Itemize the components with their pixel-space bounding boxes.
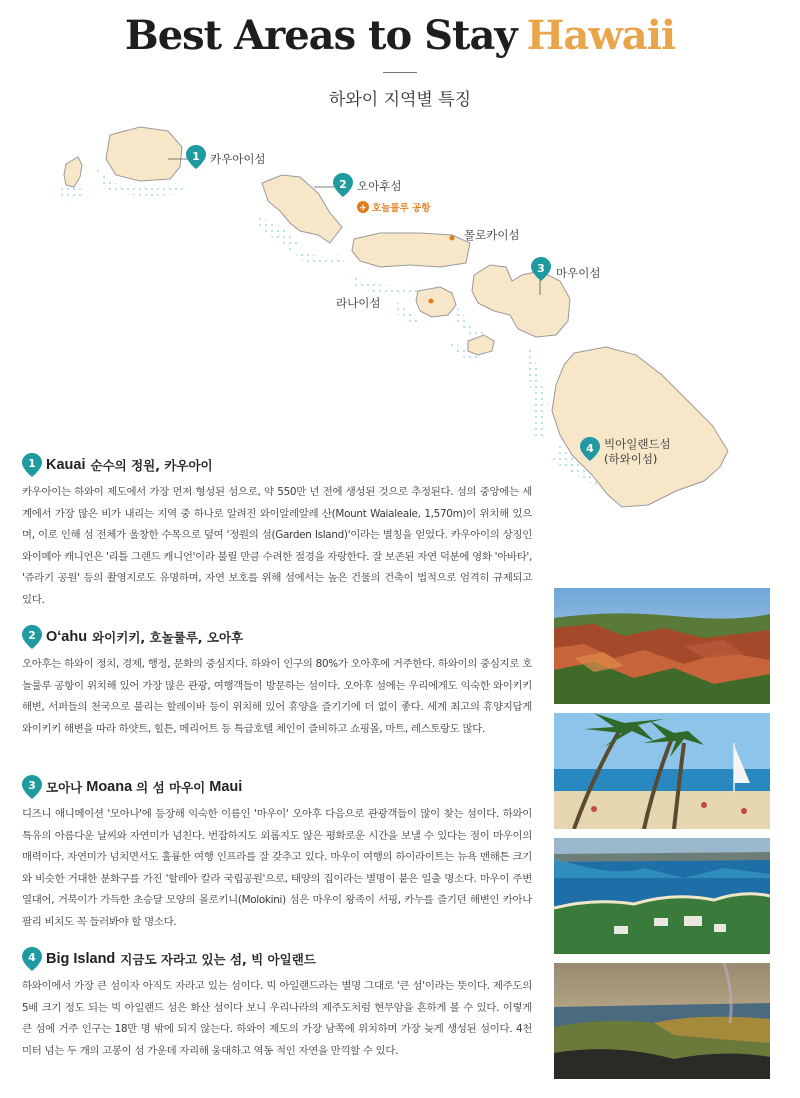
section-name: Oʻahu (46, 629, 88, 645)
section-heading (22, 774, 532, 800)
photo-waimea-canyon (554, 588, 770, 704)
niihau-island (64, 157, 82, 187)
page-subtitle: 하와이 지역별 특징 (328, 90, 472, 110)
section-subtitle: 와이키키, 호놀룰루, 오아후 (92, 630, 244, 645)
photo-big-island-coast (554, 963, 770, 1079)
svg-text:2: 2 (28, 629, 36, 642)
section-name: Big Island (46, 951, 116, 967)
section-subtitle: 의 섬 마우이 (136, 780, 206, 795)
page-title (0, 8, 800, 64)
svg-text:3: 3 (28, 779, 36, 792)
photo-maui-coast (554, 838, 770, 954)
title-main: Best Areas to Stay (124, 12, 517, 59)
section-kauai (22, 452, 532, 611)
svg-text:1: 1 (192, 150, 200, 163)
map-label-big-island: 빅아일랜드섬 (604, 437, 671, 451)
section-heading (22, 452, 532, 478)
section-name-prefix: 모아나 (46, 780, 83, 795)
section-subtitle: 지금도 자라고 있는 섬, 빅 아일랜드 (120, 952, 316, 967)
map-label-oahu: 오아후섬 (357, 179, 402, 193)
section-heading (22, 946, 532, 972)
molokai-dot (450, 236, 455, 241)
section-name: Kauai (46, 457, 86, 473)
section-body: 카우아이는 하와이 제도에서 가장 먼저 형성된 섬으로, 약 550만 년 전에 생성된 것으로 추정된다. 섬의 중앙에는 세계에서 가장 많은 비가 내리는 지역 중 하나로 알려진 와이알레알레 산(Mount Waialeale, 1,570m)이 위치해 있으며, 이로 인해 섬 전체가 울창한 수목으로 덮여 '정원의 섬(Garden Island)'이라는 별칭을 얻었다. 카우아이의 상징인 와이메아 캐니언은 '리틀 그랜드 캐니언'이라 불릴 만큼 수려한 절경을 자랑한다. 잘 보존된 자연 덕분에 영화 '아바타', '쥬라기 공원' 등의 촬영지로도 유명하며, 자연 보호를 위해 섬에서는 높은 건물의 건축이 법적으로 엄격히 규제되고 있다. (22, 486, 532, 606)
lanai-island (416, 287, 456, 317)
map-label-kauai: 카우아이섬 (210, 152, 266, 166)
section-big-island (22, 946, 532, 1062)
pin-1 (186, 145, 206, 169)
svg-text:1: 1 (28, 457, 36, 470)
page-header (0, 8, 800, 110)
airplane-icon: ✈ (359, 204, 367, 214)
svg-text:4: 4 (28, 951, 36, 964)
section-maui (22, 774, 532, 933)
kauai-island (106, 127, 182, 181)
pin-2 (333, 173, 353, 197)
airport-marker (357, 201, 431, 214)
pin-icon (22, 453, 42, 477)
svg-text:3: 3 (537, 262, 545, 275)
airport-label: 호놀룰루 공항 (372, 203, 431, 214)
big-island (552, 347, 728, 507)
map-label-big-island-sub: (하와이섬) (604, 452, 658, 466)
pin-icon (22, 625, 42, 649)
section-name: Moana (86, 779, 133, 795)
section-subtitle: 순수의 정원, 카우아이 (90, 458, 213, 473)
section-heading (22, 624, 532, 650)
title-accent: Hawaii (526, 12, 676, 59)
section-oahu (22, 624, 532, 740)
section-body: 하와이에서 가장 큰 섬이자 아직도 자라고 있는 섬이다. 빅 아일랜드라는 별명 그대로 '큰 섬'이라는 뜻이다. 제주도의 5배 크기 정도 되는 빅 아일랜드 섬은 화산 섬이다 보니 우리나라의 제주도처럼 현무암을 흔하게 볼 수 있다. 이렇게 큰 섬에 거주 인구는 18만 명 밖에 되지 않는다. 하와이 제도의 가장 남쪽에 위치하며 가장 늦게 생성된 섬이다. 4천 미터 넘는 두 개의 고봉이 섬 가운데 자리해 웅대하고 역동 적인 자연을 만끽할 수 있다. (22, 980, 532, 1057)
map-label-molokai: 몰로카이섬 (464, 228, 520, 242)
map-label-maui: 마우이섬 (556, 266, 601, 280)
photo-waikiki-beach (554, 713, 770, 829)
pin-icon (22, 947, 42, 971)
ocean-dot-pattern (60, 165, 650, 500)
svg-text:4: 4 (586, 442, 594, 455)
section-body: 오아후는 하와이 정치, 경제, 행정, 문화의 중심지다. 하와이 인구의 80%가 오아후에 거주한다. 하와이의 중심지로 호놀룰루 공항이 위치해 있어 가장 많은 관광, 여행객들이 방문하는 섬이다. 오아후 섬에는 우리에게도 익숙한 와이키키 해변, 서퍼들의 천국으로 불리는 할레이바 등이 위치해 있어 휴양을 즐기기에 더 없이 좋다. 세계 최고의 휴양지답게 와이키키 해변을 따라 하얏트, 힐튼, 메리어트 등 특급호텔 체인이 즐비하고 쇼핑몰, 마트, 레스토랑도 많다. (22, 658, 532, 735)
pin-icon (22, 775, 42, 799)
section-name-suffix: Maui (209, 779, 243, 795)
map-label-lanai: 라나이섬 (336, 296, 381, 310)
lanai-dot (429, 299, 434, 304)
title-divider (383, 72, 417, 73)
svg-text:2: 2 (339, 178, 347, 191)
section-body: 디즈니 애니메이션 '모아나'에 등장해 익숙한 이름인 '마우이' 오아후 다음으로 관광객들이 많이 찾는 섬이다. 하와이 특유의 아름다운 날씨와 자연미가 넘친다. 번잡하지도 외롭지도 않은 평화로운 시간을 보낼 수 있다는 점이 마우이의 매력이다. 자연미가 넘치면서도 훌륭한 여행 인프라를 잘 갖추고 있다. 마우이 여행의 하이라이트는 뉴욕 맨해튼 크기와 비슷한 거대한 분화구를 가진 '할레아 칼라 국립공원'으로, 태양의 집이라는 별명이 붙은 일출 명소다. 마우이 주변 열대어, 거북이가 가득한 초승달 모양의 몰로키니(Molokini) 섬은 마우이 왕족이 서핑, 카누를 즐기던 해변인 카아나팔리 비치도 꼭 들러봐야 할 명소다. (22, 808, 532, 928)
hawaii-islands-map (0, 115, 800, 510)
